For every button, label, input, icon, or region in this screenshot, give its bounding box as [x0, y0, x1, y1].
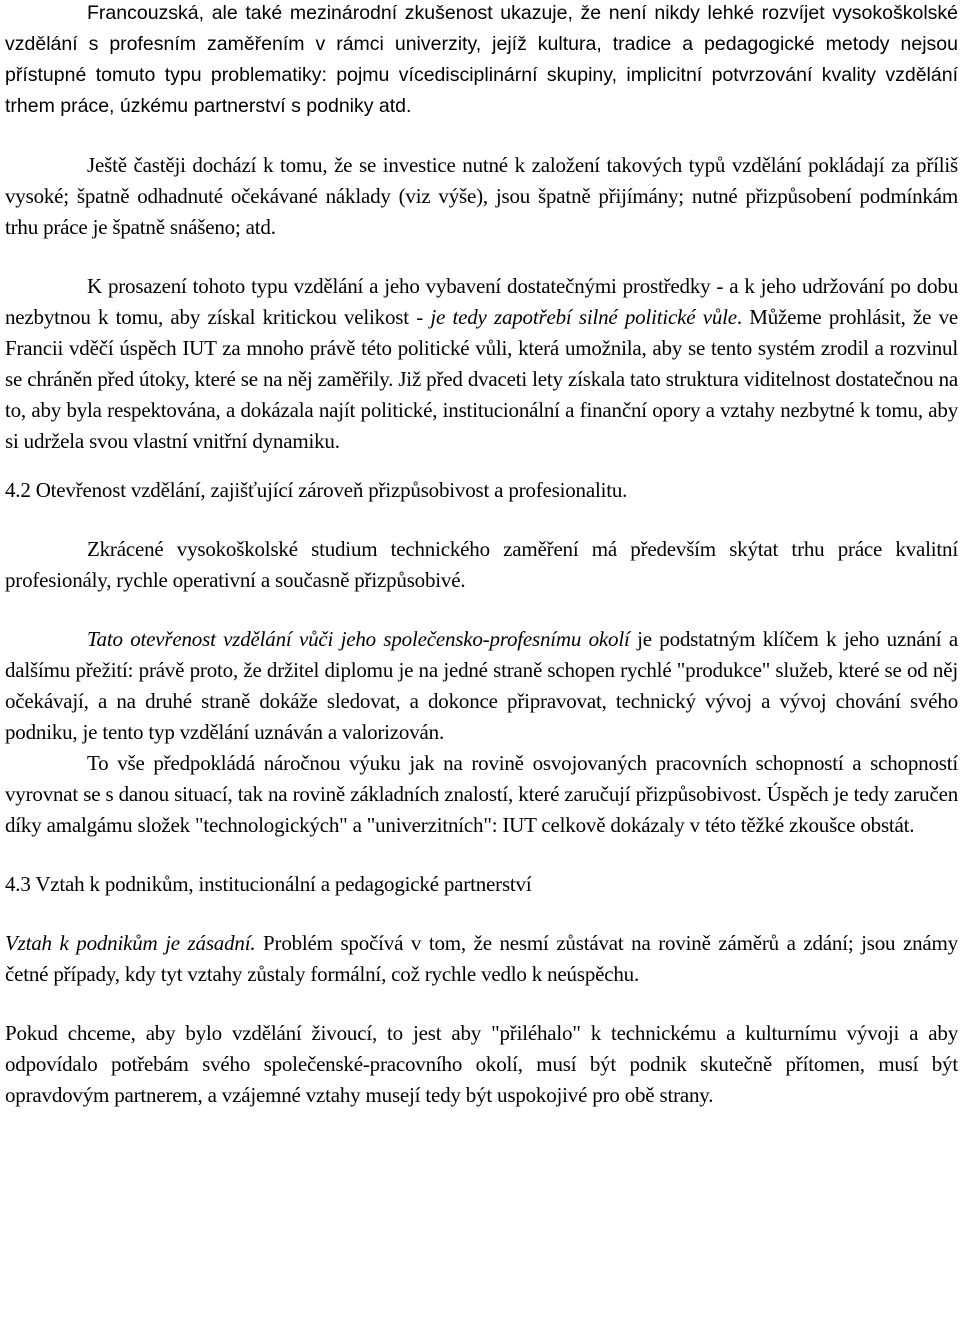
paragraph-political-will-text-a: K prosazení tohoto typu vzdělání a jeho vybavení dostatečnými prostředky - a k jeho udržování po dobu nezbytnou k tomu, aby získal kritickou velikost -: [5, 274, 958, 329]
paragraph-business-relation-emphasis: Vztah k podnikům je zásadní.: [5, 931, 256, 955]
paragraph-political-will-emphasis: je tedy zapotřebí silné politické vůle: [430, 305, 737, 329]
paragraph-openness-text: je podstatným klíčem k jeho uznání a dalšímu přežití: právě proto, že držitel diplomu je na jedné straně schopen rychlé "produkce" služeb, které se od něj očekávají, a na druhé straně dokáže sledovat, a dokonce připravovat, technický vývoj a vývoj chování svého podniku, je tento typ vzdělání uznáván a valorizován.: [5, 627, 958, 744]
paragraph-political-will: [5, 271, 958, 457]
section-heading-4-2: [5, 475, 958, 506]
paragraph-investment-text: Ještě častěji dochází k tomu, že se investice nutné k založení takových typů vzdělání pokládají za příliš vysoké; špatně odhadnuté očekávané náklady (viz výše), jsou špatně přijímány; nutné přizpůsobení podmínkám trhu práce je špatně snášeno; atd.: [5, 153, 958, 239]
paragraph-intro-text: Francouzská, ale také mezinárodní zkušenost ukazuje, že není nikdy lehké rozvíjet vysokoškolské vzdělání s profesním zaměřením v rámci univerzity, jejíž kultura, tradice a pedagogické metody nejsou přístupné tomuto typu problematiky: pojmu vícedisciplinární skupiny, implicitní potvrzování kvality vzdělání trhem práce, úzkému partnerství s podniky atd.: [5, 2, 958, 117]
paragraph-demanding-teaching-text: To vše předpokládá náročnou výuku jak na rovině osvojovaných pracovních schopností a schopností vyrovnat se s danou situací, tak na rovině základních znalostí, které zaručují přizpůsobivost. Úspěch je tedy zaručen díky amalgámu složek "technologických" a "univerzitních": IUT celkově dokázaly v této těžké zkoušce obstát.: [5, 751, 958, 837]
paragraph-demanding-teaching: [5, 748, 958, 841]
paragraph-short-studies-text: Zkrácené vysokoškolské studium technického zaměření má především skýtat trhu práce kvalitní profesionály, rychle operativní a současně přizpůsobivé.: [5, 537, 958, 592]
paragraph-investment: [5, 150, 958, 243]
paragraph-openness: [5, 624, 958, 748]
paragraph-openness-emphasis: Tato otevřenost vzdělání vůči jeho společensko-profesnímu okolí: [87, 627, 630, 651]
paragraph-business-relation: [5, 928, 958, 990]
paragraph-living-education: [5, 1018, 958, 1111]
section-heading-4-3-text: 4.3 Vztah k podnikům, institucionální a pedagogické partnerství: [5, 872, 532, 896]
paragraph-political-will-text-b: . Můžeme prohlásit, že ve Francii vděčí úspěch IUT za mnoho právě této politické vůli, která umožnila, aby se tento systém zrodil a rozvinul se chráněn před útoky, které se na něj zaměřily. Již před dvaceti lety získala tato struktura viditelnost dostatečnou na to, aby byla respektována, a dokázala najít politické, institucionální a finanční opory a vztahy nezbytné k tomu, aby si udržela svou vlastní vnitřní dynamiku.: [5, 305, 958, 453]
paragraph-short-studies: [5, 534, 958, 596]
paragraph-business-relation-text: Problém spočívá v tom, že nesmí zůstávat na rovině záměrů a zdání; jsou známy četné případy, kdy tyt vztahy zůstaly formální, což rychle vedlo k neúspěchu.: [5, 931, 958, 986]
paragraph-intro: [5, 0, 958, 122]
document-page: [5, 0, 958, 1111]
section-heading-4-2-text: 4.2 Otevřenost vzdělání, zajišťující zároveň přizpůsobivost a profesionalitu.: [5, 478, 628, 502]
paragraph-living-education-text: Pokud chceme, aby bylo vzdělání živoucí, to jest aby "přiléhalo" k technickému a kulturnímu vývoji a aby odpovídalo potřebám svého společenské-pracovního okolí, musí být podnik skutečně přítomen, musí být opravdovým partnerem, a vzájemné vztahy musejí tedy být uspokojivé pro obě strany.: [5, 1021, 958, 1107]
section-heading-4-3: [5, 869, 958, 900]
